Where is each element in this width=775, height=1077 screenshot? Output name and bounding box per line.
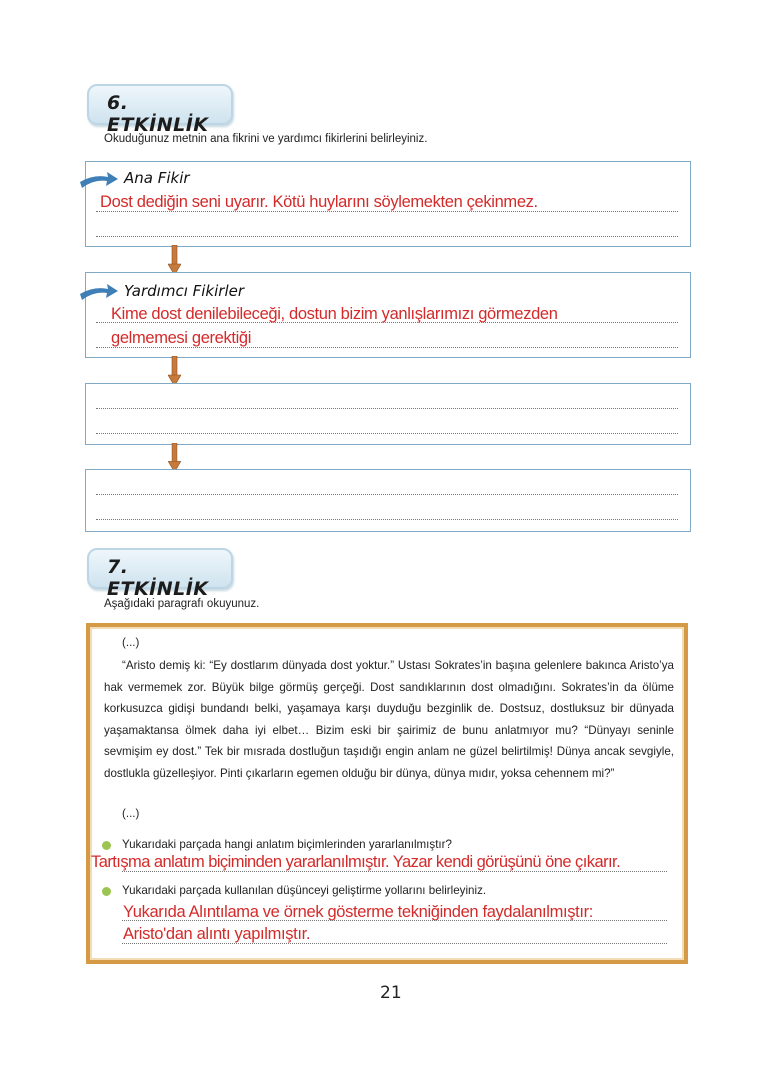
- main-idea-answer: Dost dediğin seni uyarır. Kötü huylarını söylemekten çekinmez.: [100, 193, 538, 211]
- answer-line: [96, 236, 678, 237]
- answer-line: [96, 347, 678, 348]
- activity-7-badge: [87, 548, 233, 600]
- answer-line: [96, 433, 678, 434]
- activity-7-title: 7. ETKİNLİK: [107, 556, 209, 600]
- page-number: 21: [380, 983, 402, 1003]
- answer-line: [122, 920, 667, 921]
- empty-box-3: [85, 383, 691, 445]
- answer-line: [96, 494, 678, 495]
- down-arrow-icon: [168, 245, 181, 275]
- reading-paragraph: [104, 655, 674, 785]
- question-1: Yukarıdaki parçada hangi anlatım biçimlerinden yararlanılmıştır?: [122, 838, 452, 851]
- question-2: Yukarıdaki parçada kullanılan düşünceyi geliştirme yollarını belirleyiniz.: [122, 884, 487, 897]
- paragraph-text: “Aristo demiş ki: “Ey dostlarım dünyada dost yoktur.” Ustası Sokrates’in başına gelenlere bakınca Aristo’ya hak vermemek zor. Büyük bilge görmüş gerçeği. Dost sandıklarının dost olmadığını. Sokrates’in da ölüme korkusuzca gidişi bundandı belki, yaşamaya karşı duyduğu bezginlik de. Dostsuz, dostluksuz bir dünyada yaşamaktansa ölmek daha iyi elbet… Bizim eski bir şairimiz de bunu anlatmıyor mu? “Dünyayı seninle sevmişim ey dost.” Tek bir mısrada dostluğun taşıdığı engin anlam ne güzel belirtilmiş! Dünya ancak sevgiyle, dostlukla güzelleşiyor. Pinti çıkarların egemen olduğu bir dünya, dünya mıdır, yoksa cehennem mi?”: [104, 659, 674, 780]
- activity-6-instruction: Okuduğunuz metnin ana fikrini ve yardımcı fikirlerini belirleyiniz.: [104, 133, 428, 145]
- bullet-icon: [102, 887, 111, 896]
- answer-2-line2: Aristo'dan alıntı yapılmıştır.: [123, 925, 311, 943]
- supporting-answer-line2: gelmemesi gerektiği: [111, 329, 252, 347]
- answer-line: [122, 871, 667, 872]
- answer-line: [96, 519, 678, 520]
- answer-line: [96, 322, 678, 323]
- bullet-icon: [102, 841, 111, 850]
- down-arrow-icon: [168, 443, 181, 472]
- swoosh-arrow-icon: [80, 172, 118, 188]
- supporting-ideas-label: Yardımcı Fikirler: [124, 282, 245, 300]
- main-idea-label: Ana Fikir: [124, 169, 190, 187]
- down-arrow-icon: [168, 356, 181, 386]
- ellipsis-end: (...): [122, 807, 140, 820]
- answer-line: [96, 211, 678, 212]
- answer-1: Tartışma anlatım biçiminden yararlanılmıştır. Yazar kendi görüşünü öne çıkarır.: [91, 853, 621, 871]
- activity-6-badge: [87, 84, 233, 136]
- swoosh-arrow-icon: [80, 284, 118, 300]
- answer-2-line1: Yukarıda Alıntılama ve örnek gösterme tekniğinden faydalanılmıştır:: [123, 903, 593, 921]
- answer-line: [96, 408, 678, 409]
- ellipsis-start: (...): [122, 636, 140, 649]
- activity-6-title: 6. ETKİNLİK: [107, 92, 209, 136]
- supporting-answer-line1: Kime dost denilebileceği, dostun bizim yanlışlarımızı görmezden: [111, 305, 558, 323]
- activity-7-instruction: Aşağıdaki paragrafı okuyunuz.: [104, 598, 260, 610]
- answer-line: [122, 943, 667, 944]
- empty-box-4: [85, 469, 691, 532]
